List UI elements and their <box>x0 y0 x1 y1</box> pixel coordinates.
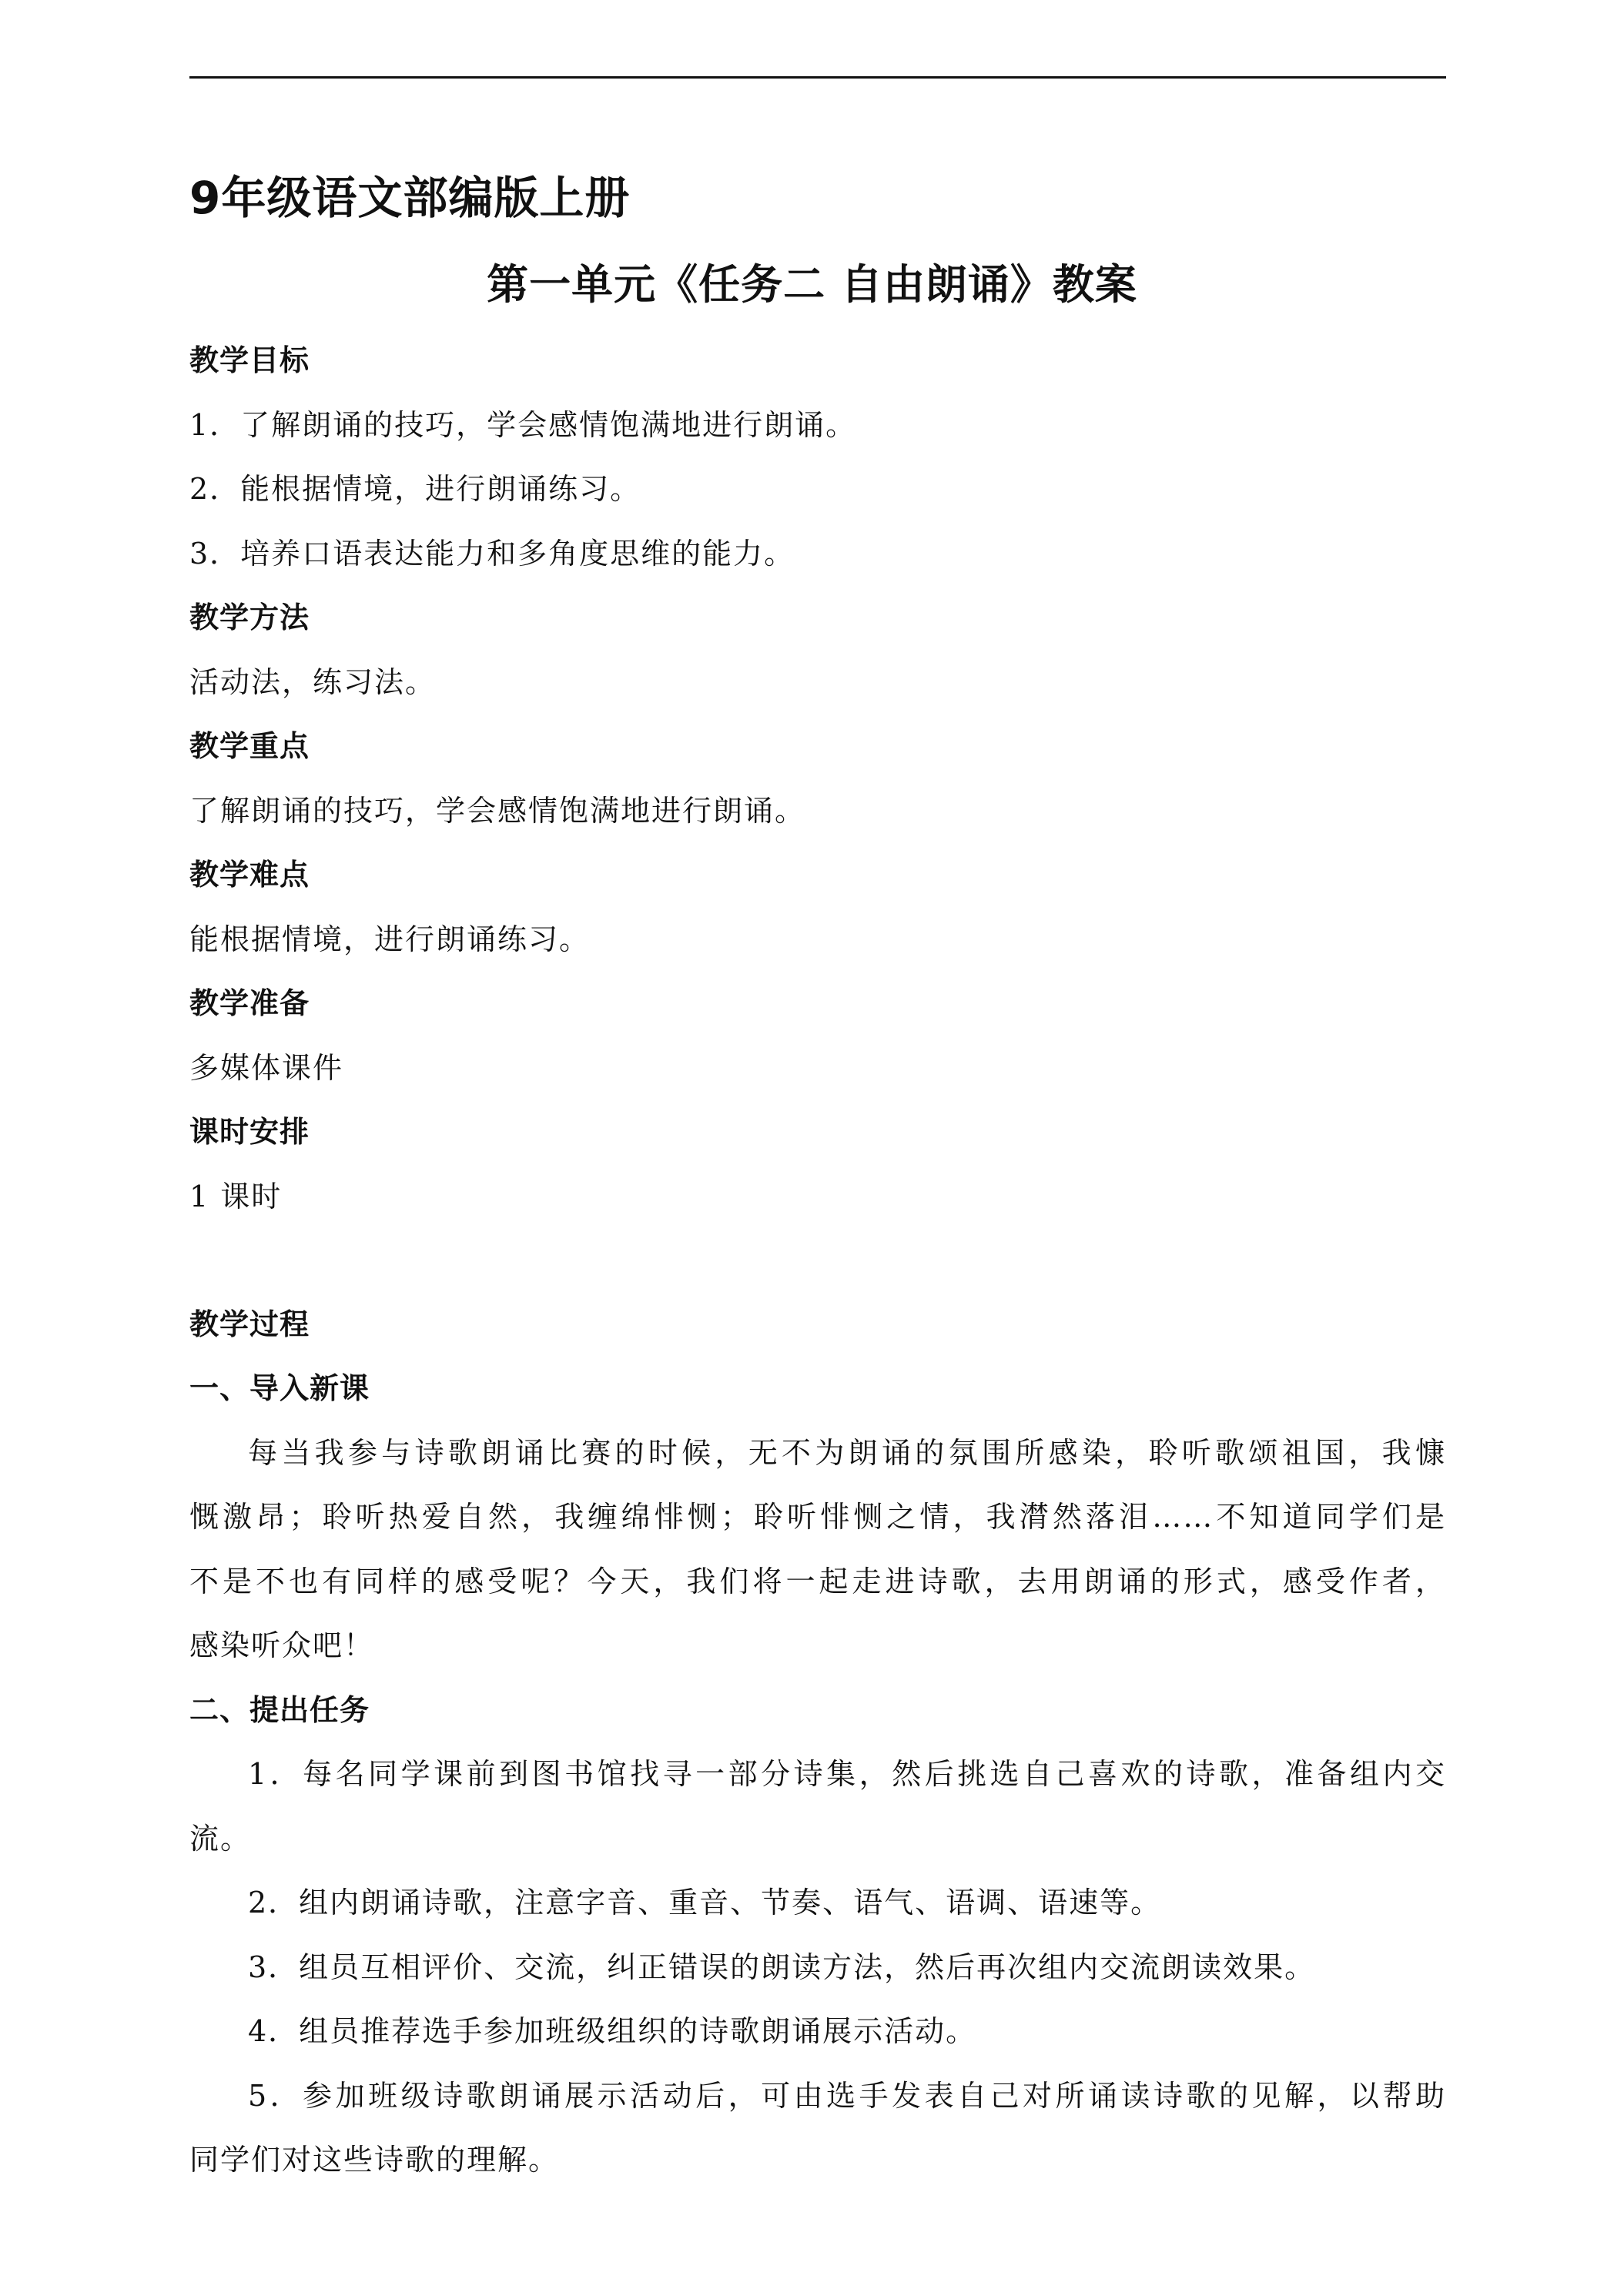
task-item: 4．组员推荐选手参加班级组织的诗歌朗诵展示活动。 <box>248 2014 977 2048</box>
tasks-heading: 二、提出任务 <box>189 1693 370 1727</box>
header-rule <box>189 76 1446 79</box>
process-heading: 教学过程 <box>189 1307 310 1341</box>
preparation-heading: 教学准备 <box>189 986 310 1020</box>
grade-title: 9年级语文部编版上册 <box>189 172 631 224</box>
task-item: 2．组内朗诵诗歌，注意字音、重音、节奏、语气、语调、语速等。 <box>248 1886 1162 1919</box>
objective-item: 2．能根据情境，进行朗诵练习。 <box>189 472 641 506</box>
intro-paragraph-line: 慨激昂；聆听热爱自然，我缠绵悱恻；聆听悱恻之情，我潸然落泪……不知道同学们是 <box>189 1500 1446 1534</box>
document-title: 第一单元《任务二 自由朗诵》教案 <box>487 260 1137 309</box>
intro-paragraph-line: 不是不也有同样的感受呢？今天，我们将一起走进诗歌，去用朗诵的形式，感受作者， <box>189 1565 1446 1598</box>
difficulties-heading: 教学难点 <box>189 858 310 892</box>
intro-paragraph-line: 每当我参与诗歌朗诵比赛的时候，无不为朗诵的氛围所感染，聆听歌颂祖国，我慷 <box>248 1436 1446 1470</box>
intro-heading: 一、导入新课 <box>189 1371 370 1405</box>
methods-text: 活动法，练习法。 <box>189 665 437 699</box>
task-item-continuation: 同学们对这些诗歌的理解。 <box>189 2143 560 2177</box>
task-item: 1．每名同学课前到图书馆找寻一部分诗集，然后挑选自己喜欢的诗歌，准备组内交 <box>248 1757 1446 1791</box>
task-item: 3．组员互相评价、交流，纠正错误的朗读方法，然后再次组内交流朗读效果。 <box>248 1950 1316 1984</box>
intro-paragraph-line: 感染听众吧！ <box>189 1628 375 1662</box>
key-points-text: 了解朗诵的技巧，学会感情饱满地进行朗诵。 <box>189 794 806 828</box>
methods-heading: 教学方法 <box>189 601 310 634</box>
key-points-heading: 教学重点 <box>189 729 310 763</box>
objective-item: 3．培养口语表达能力和多角度思维的能力。 <box>189 537 795 571</box>
objective-item: 1．了解朗诵的技巧，学会感情饱满地进行朗诵。 <box>189 408 857 442</box>
schedule-heading: 课时安排 <box>189 1115 310 1149</box>
task-item-continuation: 流。 <box>189 1822 252 1856</box>
task-item: 5．参加班级诗歌朗诵展示活动后，可由选手发表自己对所诵读诗歌的见解，以帮助 <box>248 2079 1446 2113</box>
schedule-text: 1 课时 <box>189 1180 283 1213</box>
preparation-text: 多媒体课件 <box>189 1051 344 1085</box>
difficulties-text: 能根据情境，进行朗诵练习。 <box>189 922 591 956</box>
objectives-heading: 教学目标 <box>189 343 310 377</box>
